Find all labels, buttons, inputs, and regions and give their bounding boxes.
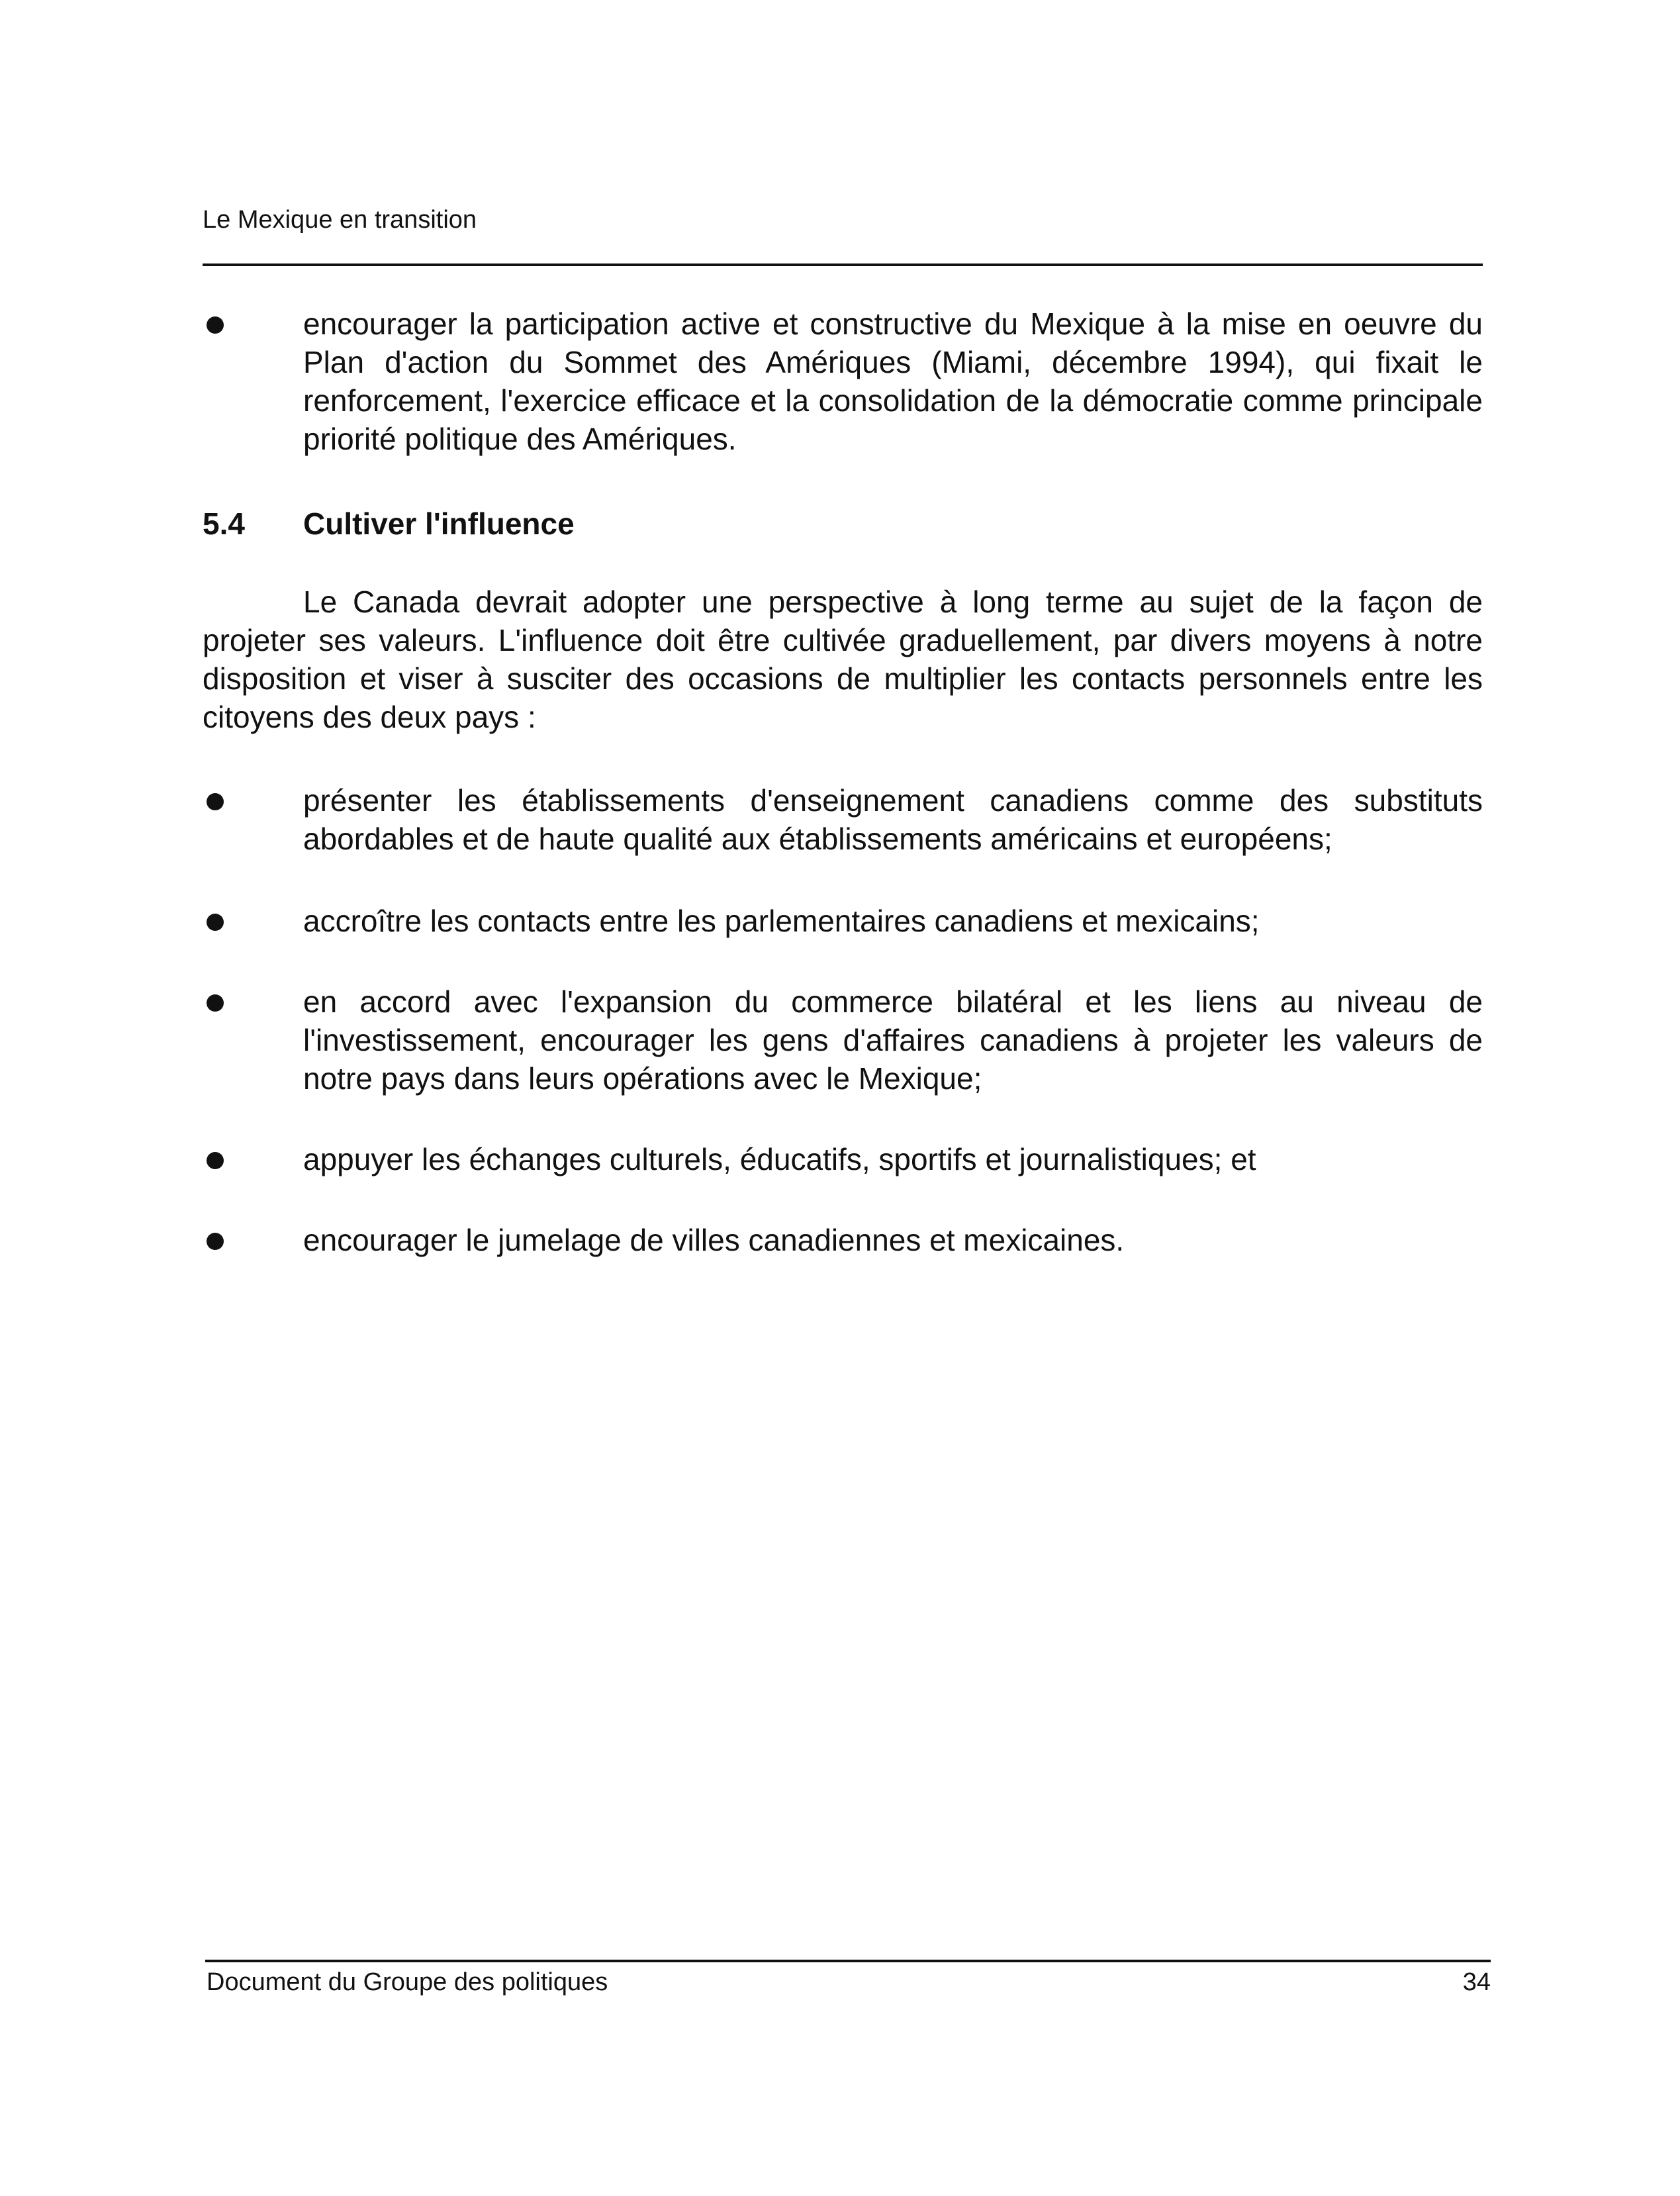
bullet-icon [207, 316, 224, 334]
bullet-icon [207, 793, 224, 810]
list-item-text: encourager la participation active et constructive du Mexique à la mise en oeuvre du Plan d'action du Sommet des Amériques (Miami, décembre 1994), qui fixait le renforcement, l'exercice efficace et la consolidation de la démocratie comme principale priorité politique des Amériques. [303, 307, 1483, 456]
body-paragraph: Le Canada devrait adopter une perspective à long terme au sujet de la façon de projeter ses valeurs. L'influence doit être cultivée graduellement, par divers moyens à notre disposition et viser à susciter des occasions de multiplier les contacts personnels entre les citoyens des deux pays : [203, 585, 1483, 734]
list-item-text: en accord avec l'expansion du commerce bilatéral et les liens au niveau de l'investissement, encourager les gens d'affaires canadiens à projeter les valeurs de notre pays dans leurs opérations avec le Mexique; [303, 984, 1483, 1096]
list-item-text: accroître les contacts entre les parlementaires canadiens et mexicains; [303, 904, 1260, 938]
bullet-icon [207, 994, 224, 1012]
list-item-text: présenter les établissements d'enseignement canadiens comme des substituts abordables et de haute qualité aux établissements américains et européens; [303, 783, 1483, 856]
page-number: 34 [1462, 1968, 1491, 1996]
section-title: Cultiver l'influence [303, 506, 575, 541]
section-number: 5.4 [203, 506, 245, 541]
bullet-icon [207, 1233, 224, 1250]
running-header: Le Mexique en transition [203, 206, 477, 234]
list-item-text: appuyer les échanges culturels, éducatifs, sportifs et journalistiques; et [303, 1142, 1256, 1176]
bullet-icon [207, 914, 224, 931]
bullet-icon [207, 1152, 224, 1169]
footer-source: Document du Groupe des politiques [207, 1968, 608, 1996]
footer-rule [205, 1960, 1491, 1962]
section-heading [203, 504, 575, 543]
header-rule [203, 263, 1483, 266]
list-item-text: encourager le jumelage de villes canadiennes et mexicaines. [303, 1223, 1125, 1257]
